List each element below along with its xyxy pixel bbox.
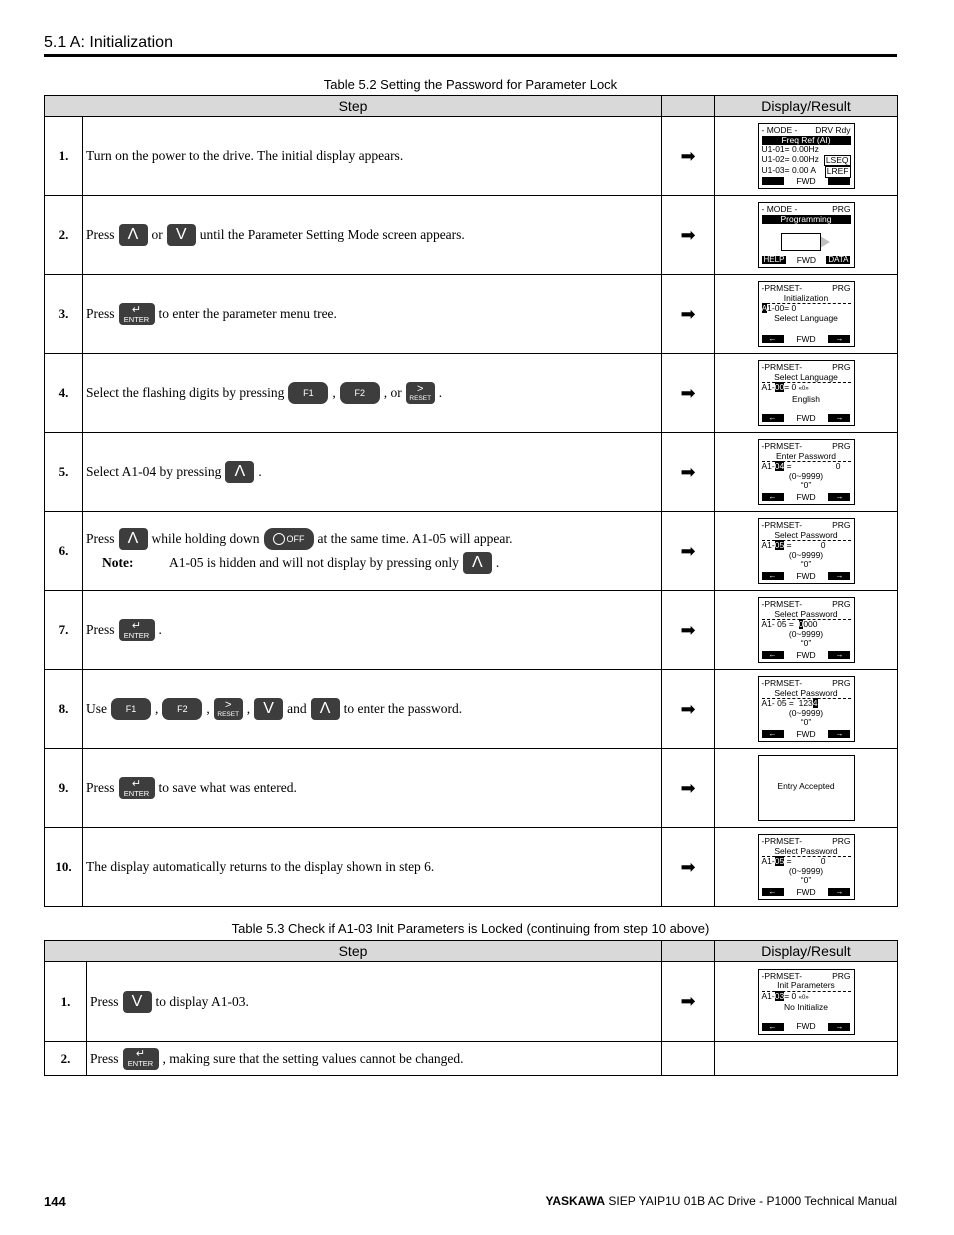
table-row	[45, 275, 898, 354]
lcd-line: U1-03= 0.00 A	[761, 165, 817, 175]
table-5-2-caption: Table 5.2 Setting the Password for Parameter Lock	[323, 77, 618, 92]
lcd-range: (0~9999)	[788, 707, 824, 718]
step-text-2: while holding down	[151, 531, 260, 546]
step-text	[83, 196, 662, 275]
step-text-2: to save what was entered.	[158, 780, 297, 795]
lcd-screen	[758, 202, 855, 268]
step-text	[83, 117, 662, 196]
lcd-right-arrow: →	[828, 414, 850, 422]
step-number: 1.	[45, 117, 83, 196]
lcd-mode: -PRMSET-	[761, 283, 803, 293]
arrow-right-icon: ➡	[662, 275, 715, 354]
step-number: 2.	[45, 1042, 87, 1076]
arrow-right-icon: ➡	[662, 117, 715, 196]
lcd-status: PRG	[832, 678, 851, 688]
comma: ,	[246, 701, 251, 716]
table-row	[45, 670, 898, 749]
lcd-line: No Initialize	[784, 1002, 828, 1012]
display-cell	[715, 433, 898, 512]
f1-key-icon: F1	[111, 698, 151, 720]
lcd-status: DRV Rdy	[815, 125, 851, 135]
lcd-mode: -PRMSET-	[761, 678, 803, 688]
step-number: 9.	[45, 749, 83, 828]
enter-key-icon: ↵ ENTER	[123, 1048, 159, 1070]
enter-key-icon: ↵ ENTER	[119, 619, 155, 641]
lcd-title: Programming	[762, 215, 851, 225]
lcd-right-arrow: →	[828, 1023, 850, 1031]
display-cell	[715, 512, 898, 591]
lcd-right-arrow: →	[828, 651, 850, 659]
lcd-fwd: FWD	[796, 728, 816, 739]
lcd-screen	[758, 439, 855, 505]
page-number: 144	[44, 1194, 66, 1209]
display-cell	[715, 275, 898, 354]
lcd-mode: -PRMSET-	[761, 520, 803, 530]
lcd-default: “0”	[800, 559, 812, 569]
step-text-3: at the same time. A1-05 will appear.	[317, 531, 513, 546]
lcd-fwd: FWD	[796, 649, 816, 660]
arrow-right-icon: ➡	[662, 670, 715, 749]
table-5-3-caption: Table 5.3 Check if A1-03 Init Parameters is Locked (continuing from step 10 above)	[231, 921, 710, 936]
lcd-range: (0~9999)	[788, 865, 824, 876]
table-row	[45, 196, 898, 275]
arrow-right-icon: ➡	[662, 354, 715, 433]
display-cell	[715, 1042, 898, 1076]
f2-key-icon: F2	[162, 698, 202, 720]
lcd-default: “0”	[800, 875, 812, 885]
lcd-mode: -PRMSET-	[761, 599, 803, 609]
table-5-2	[44, 95, 898, 907]
step-text-4: .	[438, 385, 443, 400]
lcd-mode: -PRMSET-	[761, 836, 803, 846]
lcd-left-arrow: ←	[762, 888, 784, 896]
footer-manual: SIEP YAIP1U 01B AC Drive - P1000 Technical Manual	[605, 1194, 897, 1208]
lcd-entry-accepted: Entry Accepted	[777, 781, 835, 791]
lcd-default: “0”	[800, 638, 812, 648]
table-row	[45, 433, 898, 512]
down-key-icon: V	[167, 224, 196, 246]
step-text-2: , making sure that the setting values cannot be changed.	[162, 1050, 464, 1066]
section-title: 5.1 A: Initialization	[44, 34, 173, 51]
step-number: 7.	[45, 591, 83, 670]
comma: ,	[206, 701, 210, 716]
lcd-left-arrow: ←	[762, 572, 784, 580]
table-row	[45, 117, 898, 196]
step-text	[83, 749, 662, 828]
arrow-right-icon: ➡	[662, 962, 715, 1042]
lcd-left-arrow: ←	[762, 730, 784, 738]
up-key-icon: Λ	[225, 461, 254, 483]
lcd-param-line: A1- 05 = 1234	[761, 698, 818, 708]
lcd-status: PRG	[832, 970, 851, 981]
table-row	[45, 512, 898, 591]
lcd-title: Select Password	[762, 689, 851, 700]
note-label: Note:	[102, 555, 134, 570]
arrow-right-icon: ➡	[662, 512, 715, 591]
step-text-1: Press	[86, 227, 115, 242]
step-text	[83, 433, 662, 512]
lcd-title: Freq Ref (AI)	[762, 136, 851, 146]
lcd-lseq-badge: LSEQ	[825, 154, 849, 165]
step-text	[87, 962, 662, 1042]
lcd-fwd: FWD	[796, 1021, 816, 1031]
lcd-param-line: A1-03= 0 «0»	[761, 990, 809, 1001]
f1-key-icon: F1	[288, 382, 328, 404]
display-cell	[715, 354, 898, 433]
arrow-right-icon: ➡	[662, 749, 715, 828]
step-text-1: Select the flashing digits by pressing	[86, 385, 285, 400]
step-number: 8.	[45, 670, 83, 749]
step-text-1: Use	[86, 701, 107, 716]
step-text	[83, 591, 662, 670]
step-text-2: ,	[332, 385, 336, 400]
arrow-right-icon: ➡	[662, 591, 715, 670]
table-row	[45, 1042, 898, 1076]
lcd-pencil-icon	[781, 233, 821, 251]
step-text-2: and	[287, 701, 307, 716]
lcd-status: PRG	[832, 441, 851, 451]
step-text-2: .	[258, 464, 262, 479]
lcd-title: Select Password	[762, 531, 851, 542]
lcd-right-arrow: →	[828, 572, 850, 580]
step-text	[83, 512, 662, 591]
lcd-screen	[758, 834, 855, 900]
up-key-icon: Λ	[311, 698, 340, 720]
lcd-title: Select Password	[762, 610, 851, 621]
lcd-param-line: A1-00= 0	[761, 303, 797, 313]
lcd-fwd: FWD	[796, 886, 816, 897]
lcd-param-line: A1- 05 = 0000	[761, 619, 818, 629]
display-cell	[715, 117, 898, 196]
down-key-icon: V	[254, 698, 283, 720]
lcd-softkey-right	[828, 177, 850, 185]
step-header: Step	[45, 941, 662, 962]
lcd-title: Enter Password	[762, 452, 851, 463]
step-number: 1.	[45, 962, 87, 1042]
lcd-fwd: FWD	[796, 491, 816, 502]
footer-brand: YASKAWA	[545, 1194, 606, 1208]
lcd-status: PRG	[832, 599, 851, 609]
step-text	[83, 828, 662, 907]
footer-doc-title	[545, 1194, 897, 1208]
step-text-1: Press	[90, 993, 119, 1009]
step-text-2: to enter the parameter menu tree.	[158, 306, 337, 321]
step-text-1: Press	[90, 1050, 119, 1066]
down-key-icon: V	[123, 991, 152, 1013]
table-row	[45, 828, 898, 907]
up-key-icon: Λ	[463, 552, 492, 574]
step-text-2: to display A1-03.	[155, 993, 249, 1009]
lcd-status: PRG	[832, 283, 851, 293]
lcd-fwd: FWD	[796, 175, 816, 186]
display-cell	[715, 591, 898, 670]
lcd-screen	[758, 281, 855, 347]
lcd-fwd: FWD	[796, 333, 816, 344]
step-text-3: to enter the password.	[343, 701, 463, 716]
step-text-1: Press	[86, 780, 115, 795]
reset-key-icon: > RESET	[406, 382, 435, 404]
lcd-left-arrow: ←	[762, 414, 784, 422]
step-number: 2.	[45, 196, 83, 275]
enter-key-icon: ↵ ENTER	[119, 303, 155, 325]
lcd-lref-badge: LREF	[826, 166, 849, 176]
lcd-softkey-left	[762, 177, 784, 185]
step-text-1: Press	[86, 531, 115, 546]
lcd-left-arrow: ←	[762, 493, 784, 501]
step-text	[83, 275, 662, 354]
table-row	[45, 591, 898, 670]
lcd-status: PRG	[832, 520, 851, 530]
arrow-right-icon: ➡	[662, 196, 715, 275]
note-text: A1-05 is hidden and will not display by pressing only	[169, 555, 459, 570]
lcd-screen	[758, 518, 855, 584]
step-text	[83, 354, 662, 433]
lcd-range: (0~9999)	[788, 628, 824, 639]
lcd-right-arrow: →	[828, 335, 850, 343]
step-text-1: The display automatically returns to the display shown in step 6.	[86, 859, 435, 874]
step-text-1: Press	[86, 306, 115, 321]
f2-key-icon: F2	[340, 382, 380, 404]
stop-off-key-icon: OFF	[264, 528, 314, 550]
table-5-3	[44, 940, 898, 1076]
lcd-left-arrow: ←	[762, 335, 784, 343]
lcd-line: Select Language	[774, 312, 838, 323]
lcd-param-line: A1-04 = 0	[761, 461, 841, 471]
step-number: 5.	[45, 433, 83, 512]
step-number: 10.	[45, 828, 83, 907]
step-number: 3.	[45, 275, 83, 354]
lcd-default: “0”	[800, 717, 812, 727]
step-text-2: .	[158, 622, 162, 637]
step-text-1: Press	[86, 622, 115, 637]
lcd-right-arrow: →	[828, 493, 850, 501]
step-text-1: Turn on the power to the drive. The initial display appears.	[86, 148, 404, 163]
lcd-fwd: FWD	[796, 254, 817, 265]
step-text-3: , or	[383, 385, 402, 400]
section-divider	[44, 54, 897, 57]
arrow-right-icon: ➡	[662, 433, 715, 512]
lcd-title: Select Password	[762, 847, 851, 858]
arrow-cell	[662, 1042, 715, 1076]
lcd-title: Init Parameters	[762, 981, 851, 992]
lcd-screen	[758, 969, 855, 1035]
lcd-mode: - MODE -	[761, 204, 798, 214]
step-text-2: or	[151, 227, 163, 242]
up-key-icon: Λ	[119, 224, 148, 246]
lcd-range: (0~9999)	[788, 470, 824, 481]
lcd-data: DATA	[828, 255, 849, 265]
arrow-right-icon: ➡	[662, 828, 715, 907]
lcd-screen	[758, 676, 855, 742]
step-number: 4.	[45, 354, 83, 433]
lcd-line: English	[792, 393, 820, 404]
lcd-fwd: FWD	[796, 412, 816, 423]
lcd-param-line: A1-05 = 0	[761, 856, 826, 866]
lcd-screen	[758, 755, 855, 821]
display-cell	[715, 196, 898, 275]
lcd-status: PRG	[832, 836, 851, 846]
lcd-range: (0~9999)	[788, 549, 824, 560]
step-text-1: Select A1-04 by pressing	[86, 464, 222, 479]
lcd-right-arrow: →	[828, 888, 850, 896]
display-cell	[715, 962, 898, 1042]
step-text	[87, 1042, 662, 1076]
display-cell	[715, 670, 898, 749]
lcd-status: PRG	[832, 362, 851, 372]
lcd-mode: - MODE -	[761, 125, 798, 135]
lcd-screen	[758, 597, 855, 663]
blank-header	[662, 941, 715, 962]
lcd-param-line: A1-00= 0 «0»	[761, 382, 809, 392]
comma: ,	[155, 701, 159, 716]
display-result-header: Display/Result	[715, 941, 898, 962]
step-number: 6.	[45, 512, 83, 591]
note-end: .	[495, 555, 500, 570]
lcd-line: U1-01= 0.00Hz	[761, 144, 819, 154]
lcd-left-arrow: ←	[762, 1023, 784, 1031]
enter-key-icon: ↵ ENTER	[119, 777, 155, 799]
lcd-left-arrow: ←	[762, 651, 784, 659]
lcd-mode: -PRMSET-	[761, 441, 803, 451]
lcd-title: Select Language	[762, 373, 851, 384]
lcd-param-line: A1-05 = 0	[761, 540, 826, 550]
lcd-fwd: FWD	[796, 570, 816, 581]
lcd-mode: -PRMSET-	[761, 970, 803, 981]
step-header: Step	[45, 96, 662, 117]
lcd-status: PRG	[832, 204, 851, 214]
lcd-screen	[758, 360, 855, 426]
display-result-header: Display/Result	[715, 96, 898, 117]
display-cell	[715, 749, 898, 828]
reset-key-icon: > RESET	[214, 698, 243, 720]
table-row	[45, 749, 898, 828]
step-text	[83, 670, 662, 749]
step-text-3: until the Parameter Setting Mode screen appears.	[199, 227, 465, 242]
lcd-default: “0”	[800, 480, 812, 490]
lcd-right-arrow: →	[828, 730, 850, 738]
blank-header	[662, 96, 715, 117]
lcd-title: Initialization	[762, 294, 851, 305]
up-key-icon: Λ	[119, 528, 148, 550]
table-row	[45, 962, 898, 1042]
lcd-mode: -PRMSET-	[761, 362, 803, 372]
lcd-line: U1-02= 0.00Hz	[761, 153, 819, 164]
table-row	[45, 354, 898, 433]
lcd-screen	[758, 123, 855, 189]
display-cell	[715, 828, 898, 907]
lcd-help: HELP	[763, 255, 785, 265]
